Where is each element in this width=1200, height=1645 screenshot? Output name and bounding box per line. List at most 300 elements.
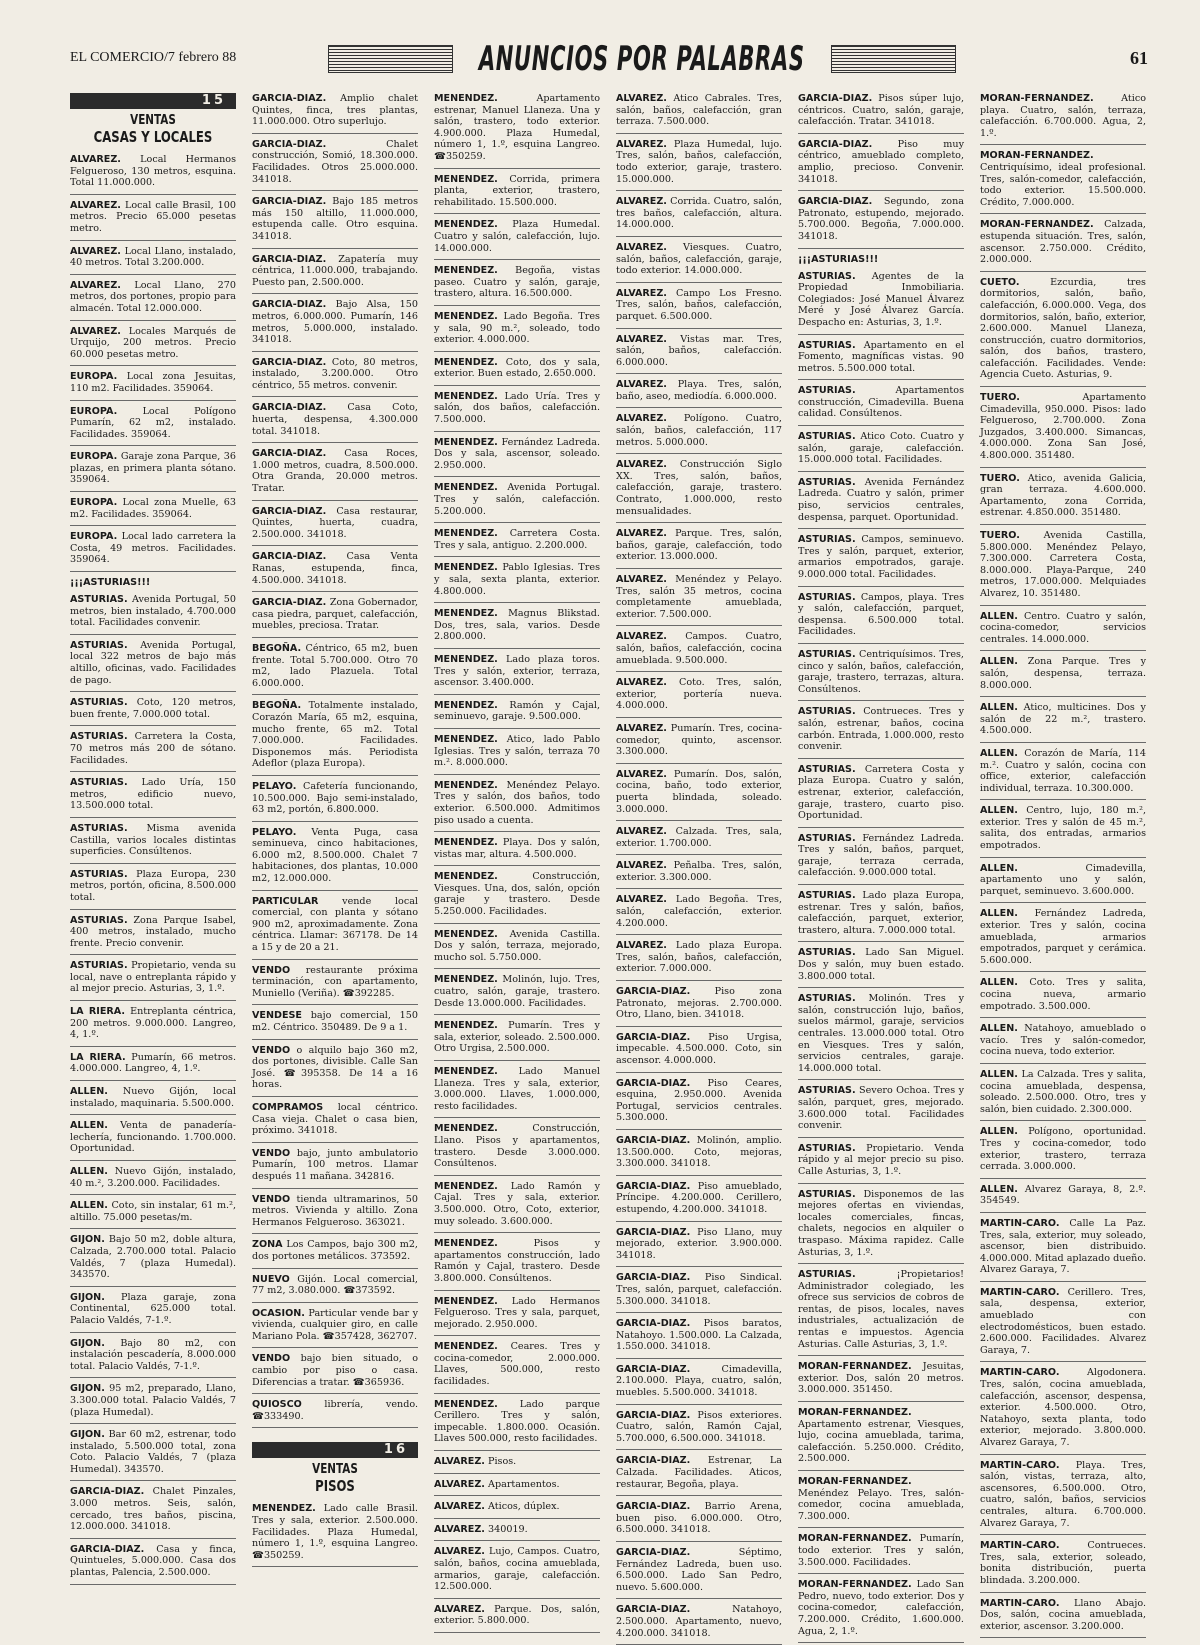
advertiser-name: ALLEN. <box>70 1166 108 1177</box>
advertiser-name: MENENDEZ. <box>434 699 498 711</box>
advertiser-name: GARCIA-DIAZ. <box>252 356 327 368</box>
ad-text: Contrueces. Tres y salón, estrenar, baños, cocina carbón. Entrada, 1.000.000, resto convenir. <box>798 706 964 753</box>
advertiser-name: ALVAREZ. <box>616 722 667 734</box>
classified-ad <box>434 1066 600 1118</box>
ad-text: Campos. Cuatro, salón, baños, calefacción, cocina amueblada. 9.500.000. <box>616 631 782 666</box>
advertiser-name: ALLEN. <box>980 1068 1018 1080</box>
subheading-asturias: ¡¡¡ASTURIAS!!! <box>798 253 879 265</box>
classified-ad <box>252 896 418 960</box>
advertiser-name: MENENDEZ. <box>434 482 498 494</box>
classified-ad <box>434 1181 600 1233</box>
classified-ad <box>616 1181 782 1222</box>
ad-text: Viesques. Cuatro, salón, baños, calefacción, garaje, todo exterior. 14.000.000. <box>616 241 782 277</box>
ad-text: Zona Parque Isabel, 400 metros, instalado, mucho frente. Precio convenir. <box>70 914 236 949</box>
advertiser-name: MENENDEZ. <box>252 1503 316 1515</box>
classified-ad <box>252 1503 418 1567</box>
advertiser-name: ASTURIAS. <box>70 914 128 926</box>
ad-text: Atico, lado Pablo Iglesias. Tres y salón, terraza 70 m.². 8.000.000. <box>434 733 600 769</box>
advertiser-name: MENENDEZ. <box>434 837 498 849</box>
advertiser-name: MENENDEZ. <box>434 1238 498 1250</box>
classified-ad <box>798 1533 964 1574</box>
advertiser-name: ASTURIAS. <box>798 890 856 902</box>
classified-ad <box>434 1399 600 1451</box>
advertiser-name: ALLEN. <box>980 1183 1018 1195</box>
classified-ad <box>434 1123 600 1175</box>
ad-text: Calzada, estupenda situación. Tres, salón, ascensor. 2.750.000. Crédito, 2.000.000. <box>980 219 1146 266</box>
advertiser-name: GARCIA-DIAZ. <box>252 253 327 265</box>
ad-text: Corrida, primera planta, exterior, trastero, rehabilitado. 15.500.000. <box>434 173 600 208</box>
ad-text: Locales Marqués de Urquijo, 200 metros. Precio 60.000 pesetas metro. <box>70 325 236 360</box>
column-1 <box>70 93 236 1579</box>
ad-text: Lado plaza Europa, estrenar. Tres y salón, baños, calefacción, parquet, exterior, trastero, altura. 7.000.000 total. <box>798 890 964 936</box>
advertiser-name: MORAN-FERNANDEZ. <box>980 219 1094 231</box>
classified-ad <box>616 677 782 718</box>
advertiser-name: VENDO <box>252 1193 291 1205</box>
classified-ad <box>616 631 782 672</box>
ad-text: ¡Propietarios! Administrador colegiado, les ofrece sus servicios de cobros de rentas, de pisos, locales, naves industriales, actualización de rentas e impuestos. Agencia Asturias. Calle Asturias, 3, 1.º. <box>798 1269 964 1350</box>
advertiser-name: ALVAREZ. <box>616 574 667 585</box>
ad-text: Polígono, oportunidad. Tres y cocina-comedor, todo exterior, trastero, terraza cerrada. 3.000.000. <box>980 1126 1146 1173</box>
ad-text: Avenida Portugal, local 322 metros de bajo más altillo, oficinas, vado. Facilidades de pago. <box>70 639 236 686</box>
ad-text: Cafetería funcionando, 10.500.000. Bajo semi-instalado, 63 m2, portón, 6.800.000. <box>252 780 418 816</box>
classified-ad <box>434 974 600 1015</box>
classified-ad <box>616 242 782 283</box>
advertiser-name: ZONA <box>252 1239 283 1251</box>
ad-text: Plaza garaje, zona Continental, 625.000 total. Palacio Valdés, 7-1.º. <box>70 1291 236 1326</box>
classified-ad <box>70 594 236 635</box>
ad-text: Plaza Europa, 230 metros, portón, oficina, 8.500.000 total. <box>70 868 236 903</box>
section-banner <box>322 38 962 80</box>
ad-text: bajo, junto ambulatorio Pumarín, 100 metros. Llamar después 11 mañana. 342816. <box>252 1147 418 1182</box>
advertiser-name: ALLEN. <box>980 747 1018 759</box>
advertiser-name: VENDO <box>252 964 291 976</box>
advertiser-name: ALVAREZ. <box>616 196 667 208</box>
advertiser-name: MENENDEZ. <box>434 1341 498 1353</box>
ad-text: Pisos y apartamentos construcción, lado Ramón y Cajal, trastero. Desde 3.800.000. Consúltenos. <box>434 1238 600 1284</box>
advertiser-name: MARTIN-CARO. <box>980 1367 1060 1379</box>
advertiser-name: BEGOÑA. <box>252 700 302 712</box>
ad-text: Ezcurdia, tres dormitorios, salón, baño, calefacción, 6.000.000. Vega, dos dormitorios, salón, baño, exterior, 2.600.000. Manuel Llaneza, construcción, cuatro dormitorios, salón, dos baños, trastero, calefacción. Facilidades. Vende: Agencia Cueto. Asturias, 9. <box>980 276 1146 381</box>
ad-text: Lado San Miguel. Dos y salón, muy buen estado. 3.800.000 total. <box>798 947 964 982</box>
ad-text: Menéndez Pelayo. Tres, salón-comedor, cocina amueblada, 7.300.000. <box>798 1487 964 1522</box>
ad-text: local céntrico. Casa vieja. Chalet o casa bien, próximo. 341018. <box>252 1101 418 1137</box>
section-header-16 <box>252 1442 418 1495</box>
advertiser-name: GARCIA-DIAZ. <box>252 93 327 104</box>
ad-text: Bar 60 m2, estrenar, todo instalado, 5.500.000 total, zona Coto. Palacio Valdés, 7 (plaza Humedal). 343570. <box>70 1429 236 1475</box>
advertiser-name: ASTURIAS. <box>798 431 856 443</box>
ad-text: Pumarín, 66 metros. 4.000.000. Langreo, 4, 1.º. <box>70 1051 236 1075</box>
advertiser-name: ALVAREZ. <box>616 241 667 253</box>
classified-ad <box>798 1476 964 1528</box>
ad-text: bajo comercial, 150 m2. Céntrico. 350489. De 9 a 1. <box>252 1010 418 1033</box>
column-4 <box>616 93 782 1639</box>
classified-ad <box>616 413 782 454</box>
advertiser-name: MENENDEZ. <box>434 436 498 448</box>
classified-ad <box>252 448 418 500</box>
classified-ad <box>616 1364 782 1405</box>
classified-ad <box>616 1272 782 1313</box>
advertiser-name: GIJON. <box>70 1383 105 1395</box>
ad-text: Lado Begoña. Tres, salón, calefacción, exterior. 4.200.000. <box>616 894 782 929</box>
ad-text: Venta de panadería-lechería, funcionando. 1.700.000. Oportunidad. <box>70 1120 236 1155</box>
classified-ad <box>434 1604 600 1633</box>
ad-text: Ramón y Cajal, seminuevo, garaje. 9.500.000. <box>434 699 600 723</box>
classified-ad <box>252 254 418 295</box>
classified-ad <box>70 451 236 492</box>
classified-ad <box>616 860 782 889</box>
advertiser-name: EUROPA. <box>70 371 118 383</box>
classified-ad <box>798 534 964 586</box>
classified-ad <box>252 139 418 191</box>
classified-ad <box>252 357 418 398</box>
ad-text: Avenida Portugal, 50 metros, bien instalado, 4.700.000 total. Facilidades convenir. <box>70 594 236 629</box>
classified-ad <box>616 1032 782 1073</box>
advertiser-name: ALVAREZ. <box>616 768 667 780</box>
classified-ad <box>980 1598 1146 1639</box>
ad-text: Construcción, Viesques. Una, dos, salón, opción garaje y trastero. Desde 5.250.000. Facilidades. <box>434 871 600 918</box>
classified-ad <box>798 833 964 885</box>
advertiser-name: MORAN-FERNANDEZ. <box>798 1476 912 1487</box>
classified-ad <box>798 1269 964 1356</box>
advertiser-name: ASTURIAS. <box>798 1188 856 1200</box>
ad-text: Fernández Ladreda. Tres y salón, baños, parquet, garaje, terraza cerrada, calefacción. 9.000.000 total. <box>798 832 964 879</box>
ad-text: Piso Ceares, esquina, 2.950.000. Avenida Portugal, servicios centrales. 5.300.000. <box>616 1077 782 1124</box>
ad-text: Totalmente instalado, Corazón María, 65 m2, esquina, mucho frente, 65 m2. Total 7.000.000. Facilidades. Disponemos más. Periodista Adeflor (plaza Europa). <box>252 700 418 770</box>
advertiser-name: GARCIA-DIAZ. <box>252 597 327 609</box>
classified-ad <box>980 1367 1146 1454</box>
ad-text: bajo bien situado, o cambio por piso o casa. Diferencias a tratar. ☎365936. <box>252 1353 418 1388</box>
advertiser-name: ALVAREZ. <box>616 940 667 952</box>
advertiser-name: GARCIA-DIAZ. <box>252 551 327 563</box>
classified-ad <box>798 592 964 644</box>
classified-ad <box>616 1455 782 1496</box>
advertiser-name: MENENDEZ. <box>434 653 498 665</box>
advertiser-name: ASTURIAS. <box>70 697 128 709</box>
ad-text: Cimadevilla, 2.100.000. Playa, cuatro, salón, muebles. 5.500.000. 341018. <box>616 1363 782 1399</box>
ad-text: Apartamento estrenar, Manuel Llaneza. Una y salón, trastero, todo exterior. 4.900.000. Plaza Humedal, número 1, 1.º, esquina Langreo. ☎350259. <box>434 93 600 162</box>
classified-ad <box>434 482 600 523</box>
advertiser-name: EUROPA. <box>70 451 118 463</box>
ad-text: Apartamento Cimadevilla, 950.000. Pisos: lado Felgueroso, 2.700.000. Zona Juzgados, 3.400.000. Simancas, 4.000.000. Zona San José, 4.800.000. 351480. <box>980 392 1146 462</box>
classified-ad <box>798 340 964 381</box>
classified-ad <box>616 528 782 569</box>
advertiser-name: ASTURIAS. <box>70 777 128 789</box>
classified-ad <box>434 1524 600 1542</box>
advertiser-name: ALVAREZ. <box>616 677 667 689</box>
classified-ad <box>980 611 1146 652</box>
ad-list <box>252 93 418 1428</box>
advertiser-name: MORAN-FERNANDEZ. <box>980 150 1094 162</box>
classified-ad <box>70 915 236 956</box>
classified-ad <box>434 1546 600 1598</box>
classified-ad <box>980 1023 1146 1064</box>
advertiser-name: ASTURIAS. <box>798 476 856 488</box>
classified-ad <box>798 1189 964 1265</box>
advertiser-name: GARCIA-DIAZ. <box>616 986 691 998</box>
classified-ad <box>798 93 964 134</box>
classified-ad <box>252 1045 418 1097</box>
ad-text: Carretera la Costa, 70 metros más 200 de sótano. Facilidades. <box>70 731 236 766</box>
advertiser-name: MENENDEZ. <box>434 1180 498 1192</box>
ad-text: Pumarín. Tres, cocina-comedor, quinto, ascensor. 3.300.000. <box>616 722 782 758</box>
advertiser-name: ASTURIAS. <box>798 591 856 603</box>
classified-ad <box>70 531 236 572</box>
ad-text: Begoña, vistas paseo. Cuatro y salón, garaje, trastero, altura. 16.500.000. <box>434 265 600 300</box>
ad-text: Centriquísimo, ideal profesional. Tres, salón-comedor, calefacción, todo exterior. 15.500.000. Crédito, 7.000.000. <box>980 161 1146 208</box>
classified-ad <box>434 265 600 306</box>
advertiser-name: QUIOSCO <box>252 1399 302 1411</box>
advertiser-name: OCASION. <box>252 1307 305 1319</box>
advertiser-name: GARCIA-DIAZ. <box>252 448 327 460</box>
classified-ad <box>798 196 964 248</box>
ad-text: Zona Parque. Tres y salón, despensa, terraza. 8.000.000. <box>980 656 1146 691</box>
ad-text: Pablo Iglesias. Tres y sala, sexta planta, exterior. 4.800.000. <box>434 562 600 597</box>
classified-ad <box>980 530 1146 606</box>
classified-ad <box>616 379 782 408</box>
advertiser-name: ASTURIAS. <box>798 947 856 959</box>
advertiser-name: MARTIN-CARO. <box>980 1540 1060 1552</box>
classified-ad <box>252 643 418 695</box>
classified-ad <box>70 960 236 1001</box>
advertiser-name: MENENDEZ. <box>434 1123 498 1135</box>
ad-text: Piso Llano, muy mejorado, exterior. 3.900.000. 341018. <box>616 1226 782 1261</box>
classified-ad <box>434 311 600 352</box>
advertiser-name: MENENDEZ. <box>434 390 498 402</box>
ad-text: Lado plaza Europa. Tres, salón, baños, calefacción, exterior. 7.000.000. <box>616 940 782 975</box>
classified-ad <box>434 837 600 866</box>
classified-ad <box>70 326 236 367</box>
classified-ad <box>434 1479 600 1497</box>
classified-ad <box>616 1547 782 1599</box>
classified-ad <box>434 929 600 970</box>
classified-ad <box>798 947 964 988</box>
classified-ad <box>70 1486 236 1538</box>
ad-text: La Calzada. Tres y salita, cocina amueblada, despensa, soleado. 2.500.000. Otro, tres y salón, bien cuidado. 2.300.000. <box>980 1068 1146 1115</box>
advertiser-name: GARCIA-DIAZ. <box>616 1409 691 1421</box>
ad-text: Céntrico, 65 m2, buen frente. Total 5.700.000. Otro 70 m2, lado Plazuela. Total 6.000.000. <box>252 642 418 689</box>
classified-ad <box>798 385 964 426</box>
classified-ad <box>434 780 600 832</box>
advertiser-name: GIJON. <box>70 1291 105 1303</box>
advertiser-name: ALLEN. <box>980 977 1018 989</box>
ad-text: Venta Puga, casa seminueva, cinco habitaciones, 6.000 m2, 8.500.000. Chalet 7 habitaciones, dos plantas, 10.000 m2, 12.000.000. <box>252 826 418 885</box>
ad-text: Local calle Brasil, 100 metros. Precio 65.000 pesetas metro. <box>70 199 236 234</box>
ad-text: Casa Roces, 1.000 metros, cuadra, 8.500.000. Otra Granda, 20.000 metros. Tratar. <box>252 448 418 495</box>
ad-text: Casa restaurar, Quintes, huerta, cuadra, 2.500.000. 341018. <box>252 505 418 540</box>
classified-ad <box>70 1544 236 1585</box>
advertiser-name: NUEVO <box>252 1273 290 1285</box>
ad-text: Centro, lujo, 180 m.², exterior. Tres y salón de 45 m.², salita, dos entradas, armarios empotrados. <box>980 805 1146 852</box>
advertiser-name: ASTURIAS. <box>798 1142 856 1154</box>
classified-ad <box>70 1429 236 1481</box>
classified-ad <box>252 1194 418 1235</box>
advertiser-name: ALVAREZ. <box>616 93 667 104</box>
classified-ad <box>434 1296 600 1337</box>
classified-ad <box>980 1218 1146 1282</box>
advertiser-name: EUROPA. <box>70 405 118 417</box>
ad-text: Parque. Tres, salón, baños, garaje, calefacción, todo exterior. 13.000.000. <box>616 528 782 563</box>
classified-ad <box>434 1341 600 1393</box>
classified-ad <box>70 497 236 526</box>
section-title-line2: CASAS Y LOCALES <box>93 128 213 146</box>
advertiser-name: ALVAREZ. <box>434 1546 485 1558</box>
advertiser-name: TUERO. <box>980 392 1020 404</box>
ad-text: Nuevo Gijón, local instalado, maquinaria. 5.500.000. <box>70 1086 236 1109</box>
advertiser-name: ALVAREZ. <box>70 199 121 211</box>
classified-ad <box>980 1540 1146 1592</box>
classified-ad <box>616 1227 782 1268</box>
column-6 <box>980 93 1146 1632</box>
advertiser-name: GIJON. <box>70 1234 105 1246</box>
advertiser-name: ALVAREZ. <box>616 894 667 906</box>
advertiser-name: VENDESE <box>252 1010 302 1022</box>
ad-list <box>252 1503 418 1567</box>
classified-ad <box>70 1338 236 1379</box>
section-number: 15 <box>70 93 236 109</box>
ad-text: Estrenar, La Calzada. Facilidades. Aticos, restaurar, Begoña, playa. <box>616 1455 782 1490</box>
ad-text: Centriquísimos. Tres, cinco y salón, baños, calefacción, garaje, trastero, terrazas, altura. Consúltenos. <box>798 648 964 695</box>
ad-text: Bajo 185 metros más 150 altillo, 11.000.000, estupenda calle. Otro esquina. 341018. <box>252 196 418 242</box>
ad-text: Casa y finca, Quintueles, 5.000.000. Casa dos plantas, Palencia, 2.500.000. <box>70 1543 236 1579</box>
ad-text: Lado Uría. Tres y salón, dos baños, calefacción. 7.500.000. <box>434 390 600 426</box>
ad-text: Carretera Costa. Tres y sala, antiguo. 2.200.000. <box>434 528 600 551</box>
advertiser-name: MENENDEZ. <box>434 1295 498 1307</box>
ad-text: Severo Ochoa. Tres y salón, parquet, gres, mejorado. 3.600.000 total. Facilidades convenir. <box>798 1085 964 1132</box>
ad-text: o alquilo bajo 360 m2, dos portones, divisible. Calle San José. ☎395358. De 14 a 16 horas. <box>252 1044 418 1091</box>
classified-ad <box>70 1200 236 1229</box>
classified-ad <box>980 150 1146 214</box>
classified-ad <box>798 764 964 828</box>
advertiser-name: MENENDEZ. <box>434 562 498 574</box>
ad-text: Atico, multicines. Dos y salón de 22 m.², trastero. 4.500.000. <box>980 702 1146 737</box>
classified-ad <box>252 1239 418 1268</box>
advertiser-name: EUROPA. <box>70 531 118 543</box>
ad-text: Molinón, lujo. Tres, cuatro, salón, garaje, trastero. Desde 13.000.000. Facilidades. <box>434 974 600 1009</box>
ad-list <box>70 594 236 1585</box>
advertiser-name: ALLEN. <box>980 862 1018 874</box>
advertiser-name: ALVAREZ. <box>434 1478 485 1490</box>
classified-ad <box>70 154 236 195</box>
ad-text: Lado Manuel Llaneza. Tres y sala, exterior, 3.000.000. Llaves, 1.000.000, resto facilidades. <box>434 1066 600 1112</box>
ad-text: Calle La Paz. Tres, sala, exterior, muy soleado, ascensor, bien distribuido. 4.000.000. Mitad aplazado dueño. Alvarez Garaya, 7. <box>980 1217 1146 1276</box>
advertiser-name: ALLEN. <box>980 702 1018 714</box>
classified-ad <box>252 700 418 776</box>
advertiser-name: ASTURIAS. <box>798 706 856 718</box>
ad-text: Casa Coto, huerta, despensa, 4.300.000 total. 341018. <box>252 402 418 437</box>
classified-ad <box>70 280 236 321</box>
classified-ad <box>616 1501 782 1542</box>
advertiser-name: MENENDEZ. <box>434 733 498 745</box>
ad-text: Alvarez Garaya, 8, 2.º. 354549. <box>980 1183 1146 1207</box>
advertiser-name: GARCIA-DIAZ. <box>798 138 873 150</box>
classified-ad <box>980 93 1146 145</box>
classified-ad <box>980 908 1146 972</box>
classified-ad <box>70 1120 236 1161</box>
ad-text: Aticos, dúplex. <box>488 1501 560 1513</box>
classified-ad <box>980 219 1146 271</box>
ad-text: Calzada. Tres, sala, exterior. 1.700.000. <box>616 826 782 849</box>
ad-text: Peñalba. Tres, salón, exterior. 3.300.000. <box>616 860 782 883</box>
classified-ad <box>434 93 600 169</box>
advertiser-name: PARTICULAR <box>252 895 319 907</box>
classified-ad <box>616 1410 782 1451</box>
classified-ad <box>70 1086 236 1115</box>
classified-ad <box>70 640 236 692</box>
advertiser-name: ALVAREZ. <box>616 138 667 150</box>
ad-text: Garaje zona Parque, 36 plazas, en primera planta sótano. 359064. <box>70 451 236 486</box>
advertiser-name: TUERO. <box>980 530 1020 541</box>
ad-text: Disponemos de las mejores ofertas en viviendas, locales comerciales, fincas, chalets, negocios en alquiler o traspaso. Máxima rapidez. Calle Asturias, 3, 1.º. <box>798 1188 964 1258</box>
ad-text: Jesuitas, exterior. Dos, salón 20 metros. 3.000.000. 351450. <box>798 1361 964 1396</box>
ad-text: Lado parque Cerillero. Tres y salón, impecable. 1.800.000. Ocasión. Llaves 500.000, resto facilidades. <box>434 1398 600 1445</box>
classified-ad <box>434 871 600 923</box>
advertiser-name: ALVAREZ. <box>434 1501 485 1513</box>
classified-ad <box>70 246 236 275</box>
column-3 <box>434 93 600 1627</box>
ad-text: Apartamento estrenar, Viesques, lujo, cocina amueblada, tarima, calefacción. 5.250.000. Crédito, 2.500.000. <box>798 1418 964 1465</box>
advertiser-name: MENENDEZ. <box>434 356 498 368</box>
classified-ad <box>252 1353 418 1394</box>
ad-text: Atico Cabrales. Tres, salón, baños, calefacción, gran terraza. 7.500.000. <box>616 93 782 128</box>
ad-text: Llano Abajo. Dos, salón, cocina amueblada, exterior, ascensor. 3.200.000. <box>980 1597 1146 1632</box>
ad-text: 340019. <box>488 1523 528 1535</box>
classified-ad <box>980 473 1146 525</box>
ad-text: Construcción Siglo XX. Tres, salón, baños, calefacción, garaje, trastero. Contrato, 1.000.000, resto mensualidades. <box>616 459 782 517</box>
ad-text: Piso zona Patronato, mejoras. 2.700.000. Otro, Llano, bien. 341018. <box>616 986 782 1021</box>
ad-text: Centro. Cuatro y salón, cocina-comedor, servicios centrales. 14.000.000. <box>980 610 1146 645</box>
advertiser-name: PELAYO. <box>252 780 297 792</box>
ad-text: Local zona Jesuitas, 110 m2. Facilidades. 359064. <box>70 371 236 394</box>
advertiser-name: ALVAREZ. <box>616 287 667 299</box>
ad-text: Polígono. Cuatro, salón, baños, calefacción, 117 metros. 5.000.000. <box>616 413 782 448</box>
ad-text: Piso Urgisa, impecable. 4.500.000. Coto, sin ascensor. 4.000.000. <box>616 1031 782 1066</box>
advertiser-name: MENENDEZ. <box>434 1020 498 1032</box>
classified-ad <box>616 459 782 523</box>
classified-ad <box>798 1579 964 1643</box>
ad-text: Pisos. <box>488 1456 517 1468</box>
advertiser-name: ALLEN. <box>980 1126 1018 1138</box>
ad-text: Campos, playa. Tres y salón, calefacción, parquet, despensa. 6.500.000 total. Facilidades. <box>798 591 964 638</box>
classified-ad <box>252 1399 418 1428</box>
classified-ad <box>70 1166 236 1195</box>
classified-ad <box>434 391 600 432</box>
advertiser-name: LA RIERA. <box>70 1051 126 1063</box>
advertiser-name: GARCIA-DIAZ. <box>616 1547 691 1558</box>
advertiser-name: GIJON. <box>70 1337 105 1349</box>
classified-ad <box>980 702 1146 743</box>
advertiser-name: MENENDEZ. <box>434 974 498 986</box>
classified-ad <box>798 1407 964 1471</box>
advertiser-name: GARCIA-DIAZ. <box>798 93 873 104</box>
ad-text: Coto, sin instalar, 61 m.², altillo. 75.000 pesetas/m. <box>70 1200 236 1223</box>
classified-ad <box>70 777 236 818</box>
advertiser-name: GARCIA-DIAZ. <box>616 1318 691 1330</box>
ad-text: Zona Gobernador, casa piedra, parquet, calefacción, muebles, preciosa. Tratar. <box>252 597 418 632</box>
advertiser-name: ASTURIAS. <box>798 270 856 282</box>
ad-text: Atico, avenida Galicia, gran terraza. 4.600.000. Apartamento, zona Corrida, estrenar. 4.850.000. 351480. <box>980 472 1146 519</box>
ad-text: Chalet Pinzales, 3.000 metros. Seis, salón, cercado, tres baños, piscina, 12.000.000. 341018. <box>70 1486 236 1533</box>
classified-ad <box>980 805 1146 857</box>
advertiser-name: ALVAREZ. <box>70 245 121 257</box>
ad-text: Los Campos, bajo 300 m2, dos portones metálicos. 373592. <box>252 1239 418 1262</box>
advertiser-name: ALLEN. <box>980 610 1018 622</box>
advertiser-name: MENENDEZ. <box>434 310 498 322</box>
ad-list <box>980 93 1146 1638</box>
classified-ad <box>252 551 418 592</box>
classified-ad <box>70 823 236 864</box>
advertiser-name: ASTURIAS. <box>798 993 856 1005</box>
ad-text: Molinón. Tres y salón, construcción lujo, baños, suelos mármol, garaje, servicios centrales. 13.000.000 total. Otro en Viesques. Tres y salón, servicios centrales, garaje. 14.000.000 total. <box>798 993 964 1074</box>
